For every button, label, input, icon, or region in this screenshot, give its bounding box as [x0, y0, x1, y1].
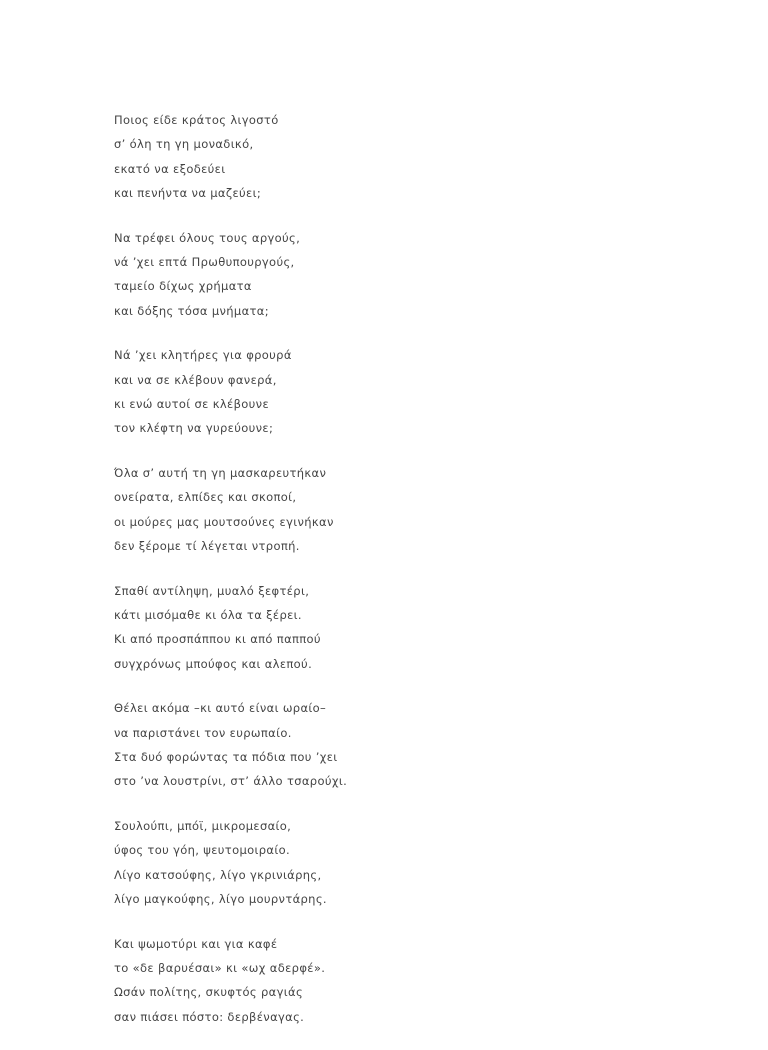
poem-line: και δόξης τόσα μνήματα;	[114, 303, 269, 318]
poem-line: το «δε βαρυέσαι» κι «ωχ αδερφέ».	[114, 961, 326, 976]
poem-line: Λίγο κατσούφης, λίγο γκρινιάρης,	[114, 867, 322, 882]
poem-line: λίγο μαγκούφης, λίγο μουρντάρης.	[114, 892, 327, 907]
poem-line: Ωσάν πολίτης, σκυφτός ραγιάς	[114, 985, 304, 1000]
poem-line: ύφος του γόη, ψευτομοιραίο.	[114, 843, 290, 858]
stanza-8	[114, 932, 714, 1029]
poem-line: σαν πιάσει πόστο: δερβέναγας.	[114, 1009, 305, 1024]
poem-line: Σουλούπι, μπόϊ, μικρομεσαίο,	[114, 819, 292, 834]
poem-line: Θέλει ακόμα –κι αυτό είναι ωραίο–	[114, 701, 327, 716]
poem-line: κάτι μισόμαθε κι όλα τα ξέρει.	[114, 608, 302, 623]
poem-line: να παριστάνει τον ευρωπαίο.	[114, 725, 292, 740]
poem-line: τον κλέφτη να γυρεύουνε;	[114, 421, 274, 436]
poem-line: Όλα σ’ αυτή τη γη μασκαρευτήκαν	[114, 466, 327, 481]
poem-line: Ποιος είδε κράτος λιγοστό	[114, 113, 279, 127]
stanza-2	[114, 226, 714, 323]
poem-line: σ’ όλη τη γη μοναδικό,	[114, 137, 254, 152]
stanza-6	[114, 696, 714, 793]
poem-line: συγχρόνως μπούφος και αλεπού.	[114, 656, 313, 671]
poem-line: ονείρατα, ελπίδες και σκοποί,	[114, 490, 297, 505]
poem-line: κι ενώ αυτοί σε κλέβουνε	[114, 396, 270, 411]
poem-line: δεν ξέρομε τί λέγεται ντροπή.	[114, 538, 300, 553]
poem-line: Σπαθί αντίληψη, μυαλό ξεφτέρι,	[114, 583, 310, 598]
poem-line: στο ’να λουστρίνι, στ’ άλλο τσαρούχι.	[114, 774, 348, 789]
poem-line: και πενήντα να μαζεύει;	[114, 185, 262, 200]
poem-line: και να σε κλέβουν φανερά,	[114, 372, 277, 387]
poem-line: νά ’χει επτά Πρωθυπουργούς,	[114, 254, 295, 269]
poem-line: Και ψωμοτύρι και για καφέ	[114, 936, 278, 951]
stanza-7	[114, 814, 714, 911]
stanza-5	[114, 579, 714, 676]
poem-line: Νά ’χει κλητήρες για φρουρά	[114, 348, 292, 363]
poem	[114, 108, 714, 1050]
poem-line: Να τρέφει όλους τους αργούς,	[114, 230, 301, 245]
poem-line: Στα δυό φορώντας τα πόδια που ’χει	[114, 750, 338, 765]
stanza-3	[114, 343, 714, 440]
stanza-1	[114, 108, 714, 205]
poem-line: εκατό να εξοδεύει	[114, 161, 226, 176]
poem-line: οι μούρες μας μουτσούνες εγινήκαν	[114, 514, 334, 529]
poem-line: ταμείο δίχως χρήματα	[114, 279, 252, 294]
poem-line: Κι από προσπάππου κι από παππού	[114, 632, 321, 647]
stanza-4	[114, 461, 714, 558]
